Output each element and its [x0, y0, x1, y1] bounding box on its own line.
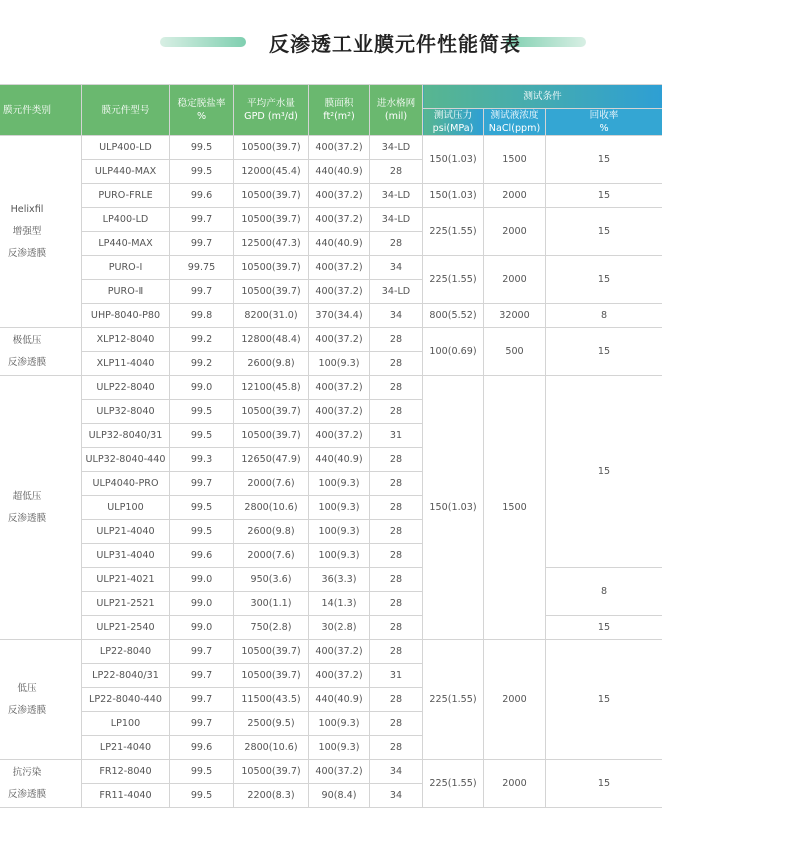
header-pressure: 测试压力 psi(MPa)	[423, 109, 484, 136]
header-recovery: 回收率 %	[546, 109, 663, 136]
flow-cell: 10500(39.7)	[234, 256, 309, 280]
pressure-cell: 225(1.55)	[423, 256, 484, 304]
table-row	[0, 208, 662, 232]
flow-cell: 10500(39.7)	[234, 640, 309, 664]
rejection-cell: 99.7	[170, 712, 234, 736]
flow-cell: 12500(47.3)	[234, 232, 309, 256]
area-cell: 440(40.9)	[309, 232, 370, 256]
pressure-cell: 800(5.52)	[423, 304, 484, 328]
area-cell: 90(8.4)	[309, 784, 370, 808]
header-spacer: 进水格网 (mil)	[370, 85, 423, 136]
rejection-cell: 99.7	[170, 472, 234, 496]
rejection-cell: 99.5	[170, 136, 234, 160]
model-cell: PURO-FRLE	[82, 184, 170, 208]
area-cell: 440(40.9)	[309, 448, 370, 472]
spacer-cell: 28	[370, 640, 423, 664]
rejection-cell: 99.0	[170, 376, 234, 400]
concentration-cell: 2000	[484, 184, 546, 208]
area-cell: 100(9.3)	[309, 472, 370, 496]
area-cell: 100(9.3)	[309, 712, 370, 736]
rejection-cell: 99.5	[170, 520, 234, 544]
recovery-cell: 8	[546, 568, 663, 616]
table-row	[0, 136, 662, 160]
spacer-cell: 34-LD	[370, 136, 423, 160]
category-xlp: 极低压 反渗透膜	[0, 328, 82, 376]
spacer-cell: 28	[370, 520, 423, 544]
rejection-cell: 99.5	[170, 496, 234, 520]
area-cell: 100(9.3)	[309, 544, 370, 568]
rejection-cell: 99.5	[170, 760, 234, 784]
spacer-cell: 28	[370, 712, 423, 736]
model-cell: ULP440-MAX	[82, 160, 170, 184]
header-flow: 平均产水量 GPD (m³/d)	[234, 85, 309, 136]
model-cell: FR11-4040	[82, 784, 170, 808]
model-cell: LP22-8040	[82, 640, 170, 664]
recovery-cell: 8	[546, 304, 663, 328]
performance-table	[0, 84, 662, 808]
model-cell: ULP32-8040	[82, 400, 170, 424]
spacer-cell: 28	[370, 376, 423, 400]
area-cell: 400(37.2)	[309, 664, 370, 688]
model-cell: ULP100	[82, 496, 170, 520]
rejection-cell: 99.7	[170, 208, 234, 232]
flow-cell: 2000(7.6)	[234, 544, 309, 568]
spacer-cell: 28	[370, 448, 423, 472]
model-cell: LP22-8040/31	[82, 664, 170, 688]
rejection-cell: 99.2	[170, 352, 234, 376]
flow-cell: 12800(48.4)	[234, 328, 309, 352]
area-cell: 400(37.2)	[309, 376, 370, 400]
flow-cell: 2200(8.3)	[234, 784, 309, 808]
rejection-cell: 99.7	[170, 232, 234, 256]
area-cell: 370(34.4)	[309, 304, 370, 328]
rejection-cell: 99.2	[170, 328, 234, 352]
category-helixfil: Helixfil 增强型 反渗透膜	[0, 136, 82, 328]
concentration-cell: 1500	[484, 136, 546, 184]
spacer-cell: 34	[370, 304, 423, 328]
concentration-cell: 500	[484, 328, 546, 376]
recovery-cell: 15	[546, 328, 663, 376]
area-cell: 400(37.2)	[309, 256, 370, 280]
recovery-cell: 15	[546, 640, 663, 760]
header-model: 膜元件型号	[82, 85, 170, 136]
rejection-cell: 99.6	[170, 736, 234, 760]
header-concentration: 测试液浓度 NaCl(ppm)	[484, 109, 546, 136]
category-lp: 低压 反渗透膜	[0, 640, 82, 760]
category-fr: 抗污染 反渗透膜	[0, 760, 82, 808]
concentration-cell: 2000	[484, 256, 546, 304]
spacer-cell: 34-LD	[370, 280, 423, 304]
model-cell: PURO-Ⅰ	[82, 256, 170, 280]
spacer-cell: 28	[370, 736, 423, 760]
pressure-cell: 150(1.03)	[423, 136, 484, 184]
flow-cell: 10500(39.7)	[234, 208, 309, 232]
area-cell: 400(37.2)	[309, 400, 370, 424]
pressure-cell: 150(1.03)	[423, 184, 484, 208]
table-row	[0, 376, 662, 400]
flow-cell: 10500(39.7)	[234, 400, 309, 424]
recovery-cell: 15	[546, 136, 663, 184]
table-row	[0, 568, 662, 592]
area-cell: 100(9.3)	[309, 352, 370, 376]
recovery-cell: 15	[546, 256, 663, 304]
table-row	[0, 304, 662, 328]
area-cell: 400(37.2)	[309, 280, 370, 304]
pressure-cell: 225(1.55)	[423, 208, 484, 256]
model-cell: ULP21-2540	[82, 616, 170, 640]
model-cell: LP22-8040-440	[82, 688, 170, 712]
area-cell: 100(9.3)	[309, 496, 370, 520]
header-area: 膜面积 ft²(m²)	[309, 85, 370, 136]
table-row	[0, 760, 662, 784]
spacer-cell: 28	[370, 400, 423, 424]
area-cell: 400(37.2)	[309, 640, 370, 664]
header-category: 膜元件类别	[0, 85, 82, 136]
flow-cell: 10500(39.7)	[234, 280, 309, 304]
spacer-cell: 28	[370, 328, 423, 352]
spacer-cell: 28	[370, 688, 423, 712]
concentration-cell: 1500	[484, 376, 546, 640]
category-ulp: 超低压 反渗透膜	[0, 376, 82, 640]
rejection-cell: 99.8	[170, 304, 234, 328]
spacer-cell: 34-LD	[370, 208, 423, 232]
spacer-cell: 31	[370, 424, 423, 448]
area-cell: 440(40.9)	[309, 688, 370, 712]
spacer-cell: 34-LD	[370, 184, 423, 208]
table-row	[0, 184, 662, 208]
concentration-cell: 32000	[484, 304, 546, 328]
flow-cell: 10500(39.7)	[234, 664, 309, 688]
concentration-cell: 2000	[484, 760, 546, 808]
pressure-cell: 225(1.55)	[423, 640, 484, 760]
pressure-cell: 225(1.55)	[423, 760, 484, 808]
model-cell: ULP21-2521	[82, 592, 170, 616]
table-row	[0, 640, 662, 664]
model-cell: FR12-8040	[82, 760, 170, 784]
header-test-conditions: 测试条件	[423, 85, 663, 109]
model-cell: ULP4040-PRO	[82, 472, 170, 496]
model-cell: LP100	[82, 712, 170, 736]
table-container	[0, 84, 662, 808]
model-cell: ULP21-4021	[82, 568, 170, 592]
model-cell: ULP22-8040	[82, 376, 170, 400]
model-cell: ULP32-8040/31	[82, 424, 170, 448]
rejection-cell: 99.7	[170, 688, 234, 712]
area-cell: 400(37.2)	[309, 328, 370, 352]
model-cell: LP440-MAX	[82, 232, 170, 256]
flow-cell: 10500(39.7)	[234, 136, 309, 160]
flow-cell: 11500(43.5)	[234, 688, 309, 712]
pressure-cell: 100(0.69)	[423, 328, 484, 376]
pressure-cell: 150(1.03)	[423, 376, 484, 640]
spacer-cell: 34	[370, 760, 423, 784]
table-row	[0, 256, 662, 280]
flow-cell: 2800(10.6)	[234, 736, 309, 760]
rejection-cell: 99.7	[170, 280, 234, 304]
spacer-cell: 28	[370, 352, 423, 376]
page-title: 反渗透工业膜元件性能简表	[269, 32, 521, 56]
spacer-cell: 28	[370, 160, 423, 184]
title-banner	[0, 22, 790, 62]
flow-cell: 12100(45.8)	[234, 376, 309, 400]
model-cell: PURO-Ⅱ	[82, 280, 170, 304]
area-cell: 400(37.2)	[309, 760, 370, 784]
model-cell: LP400-LD	[82, 208, 170, 232]
recovery-cell: 15	[546, 208, 663, 256]
model-cell: ULP32-8040-440	[82, 448, 170, 472]
model-cell: ULP21-4040	[82, 520, 170, 544]
rejection-cell: 99.3	[170, 448, 234, 472]
flow-cell: 12000(45.4)	[234, 160, 309, 184]
rejection-cell: 99.5	[170, 400, 234, 424]
spacer-cell: 28	[370, 472, 423, 496]
rejection-cell: 99.75	[170, 256, 234, 280]
area-cell: 100(9.3)	[309, 736, 370, 760]
flow-cell: 750(2.8)	[234, 616, 309, 640]
area-cell: 440(40.9)	[309, 160, 370, 184]
model-cell: ULP400-LD	[82, 136, 170, 160]
spacer-cell: 28	[370, 568, 423, 592]
area-cell: 30(2.8)	[309, 616, 370, 640]
flow-cell: 12650(47.9)	[234, 448, 309, 472]
rejection-cell: 99.5	[170, 784, 234, 808]
spacer-cell: 31	[370, 664, 423, 688]
flow-cell: 2600(9.8)	[234, 520, 309, 544]
spacer-cell: 28	[370, 616, 423, 640]
rejection-cell: 99.6	[170, 544, 234, 568]
model-cell: ULP31-4040	[82, 544, 170, 568]
spacer-cell: 28	[370, 592, 423, 616]
flow-cell: 2000(7.6)	[234, 472, 309, 496]
recovery-cell: 15	[546, 616, 663, 640]
rejection-cell: 99.0	[170, 616, 234, 640]
flow-cell: 2600(9.8)	[234, 352, 309, 376]
flow-cell: 2800(10.6)	[234, 496, 309, 520]
spacer-cell: 34	[370, 256, 423, 280]
area-cell: 400(37.2)	[309, 184, 370, 208]
flow-cell: 8200(31.0)	[234, 304, 309, 328]
rejection-cell: 99.6	[170, 184, 234, 208]
area-cell: 400(37.2)	[309, 208, 370, 232]
model-cell: LP21-4040	[82, 736, 170, 760]
header-rejection: 稳定脱盐率 %	[170, 85, 234, 136]
spacer-cell: 28	[370, 232, 423, 256]
spacer-cell: 34	[370, 784, 423, 808]
flow-cell: 2500(9.5)	[234, 712, 309, 736]
recovery-cell: 15	[546, 760, 663, 808]
flow-cell: 10500(39.7)	[234, 184, 309, 208]
area-cell: 36(3.3)	[309, 568, 370, 592]
model-cell: UHP-8040-P80	[82, 304, 170, 328]
flow-cell: 10500(39.7)	[234, 760, 309, 784]
table-row	[0, 616, 662, 640]
recovery-cell: 15	[546, 184, 663, 208]
recovery-cell: 15	[546, 376, 663, 568]
rejection-cell: 99.0	[170, 592, 234, 616]
spacer-cell: 28	[370, 496, 423, 520]
flow-cell: 10500(39.7)	[234, 424, 309, 448]
concentration-cell: 2000	[484, 640, 546, 760]
area-cell: 14(1.3)	[309, 592, 370, 616]
rejection-cell: 99.7	[170, 664, 234, 688]
rejection-cell: 99.5	[170, 160, 234, 184]
model-cell: XLP12-8040	[82, 328, 170, 352]
spacer-cell: 28	[370, 544, 423, 568]
rejection-cell: 99.0	[170, 568, 234, 592]
area-cell: 400(37.2)	[309, 424, 370, 448]
model-cell: XLP11-4040	[82, 352, 170, 376]
flow-cell: 300(1.1)	[234, 592, 309, 616]
area-cell: 400(37.2)	[309, 136, 370, 160]
rejection-cell: 99.5	[170, 424, 234, 448]
table-row	[0, 328, 662, 352]
area-cell: 100(9.3)	[309, 520, 370, 544]
flow-cell: 950(3.6)	[234, 568, 309, 592]
rejection-cell: 99.7	[170, 640, 234, 664]
concentration-cell: 2000	[484, 208, 546, 256]
